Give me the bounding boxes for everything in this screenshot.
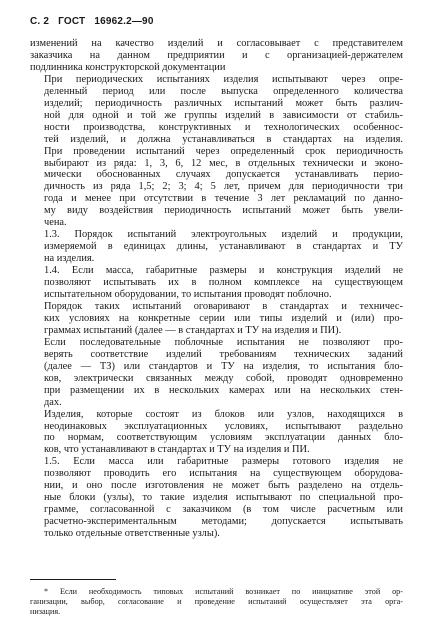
text-line: изменений на качество изделий и согласовывает с представителем bbox=[30, 38, 403, 49]
page-header bbox=[30, 16, 160, 27]
text-line: (далее — ТЗ) или стандартов и ТУ на изделия, то испытания бло- bbox=[44, 360, 403, 372]
text-line: выбирают из ряда: 1, 3, 6, 12 мес, в отдельных технически и эконо- bbox=[44, 157, 403, 169]
text-line: верять соответствие изделий требованиям технических заданий bbox=[44, 348, 403, 360]
text-line: дичность из ряда 1,5; 2; 3; 4; 5 лет, причем для периодичности три bbox=[44, 181, 403, 193]
text-line: при размещении их в нескольких камерах или на нескольких стен- bbox=[44, 384, 403, 396]
text-line: ной для одной и той же группы изделий в зависимости от стабиль- bbox=[44, 109, 403, 121]
text-line: неодинаковых эксплуатационных условиях, испытывают раздельно bbox=[44, 420, 403, 432]
text-line: позволяют испытывать их в полном комплексе на существующем bbox=[44, 277, 403, 289]
text-line: ности производства, конструктивных и технологических особеннос- bbox=[44, 121, 403, 133]
text-line: года и менее при отсутствии в течение 3 лет рекламаций по данно- bbox=[44, 193, 403, 205]
text-line: испытательном оборудовании, то испытания проводят поблочно. bbox=[44, 289, 332, 301]
text-line: ков, что устанавливают в стандартах и ТУ на изделия и ПИ. bbox=[44, 444, 310, 456]
footnote-line: ганизации, выбор, согласование и проведение испытаний осуществляет эта орга- bbox=[30, 597, 403, 606]
footnote-line: низация. bbox=[30, 607, 61, 616]
paragraph-test-order bbox=[30, 301, 403, 337]
text-line: на изделия. bbox=[44, 253, 95, 265]
text-line: нии, и оно после изготовления не может быть разделено на отдель- bbox=[44, 480, 403, 492]
body-text bbox=[30, 38, 403, 540]
text-line: му виду воздействия периодичность испытаний может быть увели- bbox=[44, 205, 403, 217]
footnote bbox=[30, 587, 403, 617]
text-line: деленный период или после выпуска определенного количества bbox=[44, 85, 403, 97]
text-line: Изделия, которые состоят из блоков или узлов, находящихся в bbox=[44, 408, 403, 420]
paragraph-continuation bbox=[30, 38, 403, 74]
text-line: измеряемой в единицах длины, устанавливают в стандартах и ТУ bbox=[44, 241, 403, 253]
standard-number: 16962.2—90 bbox=[94, 16, 154, 27]
text-line: граммах испытаний (далее — в стандартах и ТУ на изделия и ПИ). bbox=[44, 324, 342, 336]
text-line: только отдельные ответственные узлы). bbox=[44, 528, 220, 540]
text-line: мически обоснованных случаях допускается устанавливать перио- bbox=[44, 169, 403, 181]
text-line: по нормам, соответствующим условиям эксплуатации данных бло- bbox=[44, 432, 403, 444]
text-line: 1.3. Порядок испытаний электроугольных изделий и продукции, bbox=[44, 229, 403, 241]
text-line: ков, электрически связанных между собой, проводят одновременно bbox=[44, 372, 403, 384]
paragraph-1-5 bbox=[30, 456, 403, 540]
paragraph-1-4 bbox=[30, 265, 403, 301]
paragraph-unequal-conditions bbox=[30, 409, 403, 457]
paragraph-block-tests bbox=[30, 337, 403, 409]
text-line: чена. bbox=[44, 217, 67, 229]
text-line: ких условиях на конкретные серии или типы изделий и (или) про- bbox=[44, 312, 403, 324]
text-line: Если последовательные поблочные испытания не позволяют про- bbox=[44, 336, 403, 348]
text-line: расчетно-экспериментальным методами; допускается испытывать bbox=[44, 516, 403, 528]
text-line: изделий; периодичность различных испытаний может быть различ- bbox=[44, 97, 403, 109]
footnote-line: * Если необходимость типовых испытаний возникает по инициативе этой ор- bbox=[44, 587, 403, 596]
standard-label: ГОСТ bbox=[58, 16, 86, 27]
text-line: дах. bbox=[44, 396, 62, 408]
page-number: С. 2 bbox=[30, 16, 50, 27]
text-line: Порядок таких испытаний оговаривают в стандартах и техничес- bbox=[44, 300, 403, 312]
text-line: При проведении испытаний через определенный срок периодичность bbox=[44, 145, 403, 157]
text-line: При периодических испытаниях изделия испытывают через опре- bbox=[44, 73, 403, 85]
text-line: подлинника конструкторской документации bbox=[30, 61, 226, 73]
paragraph-1-3 bbox=[30, 229, 403, 265]
text-line: ные блоки (узлы), то такие изделия испытывают по специальной про- bbox=[44, 492, 403, 504]
footnote-divider bbox=[30, 579, 116, 580]
text-line: 1.5. Если масса или габаритные размеры готового изделия не bbox=[44, 456, 403, 468]
text-line: 1.4. Если масса, габаритные размеры и конструкция изделий не bbox=[44, 265, 403, 277]
text-line: тей изделий, и должна устанавливаться в стандартах на изделия. bbox=[44, 133, 403, 145]
text-line: позволяют проводить его испытания на существующем оборудова- bbox=[44, 468, 403, 480]
text-line: грамме, согласованной с заказчиком (в том числе расчетным или bbox=[44, 504, 403, 516]
text-line: заказчика на данном предприятии и с организацией-держателем bbox=[30, 49, 403, 61]
paragraph-periodic-tests bbox=[30, 74, 403, 229]
